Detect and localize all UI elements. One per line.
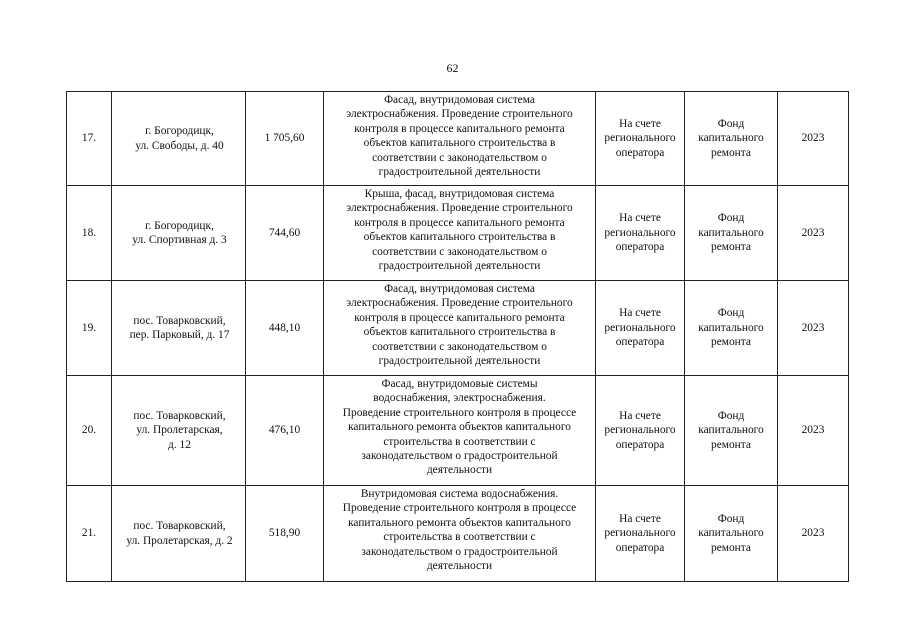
work-line: градостроительной деятельности bbox=[378, 260, 541, 273]
account-line: регионального bbox=[604, 527, 676, 540]
work-line: контроля в процессе капитального ремонта bbox=[354, 122, 565, 135]
address-line: пос. Товарковский, bbox=[133, 314, 226, 327]
source-line: капитального bbox=[698, 424, 764, 437]
area-cell: 476,10 bbox=[246, 376, 324, 486]
table-row bbox=[67, 92, 849, 186]
table-row bbox=[67, 281, 849, 376]
work-line: водоснабжения, электроснабжения. bbox=[373, 392, 546, 405]
account-line: регионального bbox=[604, 132, 676, 145]
work-line: электроснабжения. Проведение строительного bbox=[346, 108, 573, 121]
work-line: градостроительной деятельности bbox=[378, 166, 541, 179]
work-line: капитального ремонта объектов капитального bbox=[348, 516, 571, 529]
row-number-cell: 17. bbox=[67, 92, 112, 186]
account-line: регионального bbox=[604, 424, 676, 437]
work-line: законодательством о градостроительной bbox=[361, 450, 558, 463]
work-line: контроля в процессе капитального ремонта bbox=[354, 311, 565, 324]
source-line: Фонд bbox=[717, 409, 745, 422]
work-line: объектов капитального строительства в bbox=[363, 231, 556, 244]
address-cell bbox=[112, 281, 246, 376]
account-line: оператора bbox=[615, 541, 665, 554]
table-row bbox=[67, 486, 849, 582]
account-line: оператора bbox=[615, 146, 665, 159]
year-cell: 2023 bbox=[778, 486, 849, 582]
year-cell: 2023 bbox=[778, 186, 849, 281]
funding-source-cell bbox=[685, 486, 778, 582]
work-line: соответствии с законодательством о bbox=[372, 340, 547, 353]
area-cell: 448,10 bbox=[246, 281, 324, 376]
work-line: законодательством о градостроительной bbox=[361, 545, 558, 558]
work-line: Внутридомовая система водоснабжения. bbox=[360, 488, 559, 500]
work-description-cell bbox=[324, 376, 596, 486]
work-line: строительства в соответствии с bbox=[383, 435, 536, 448]
source-line: ремонта bbox=[711, 241, 751, 254]
account-line: На счете bbox=[619, 307, 661, 320]
year-cell: 2023 bbox=[778, 281, 849, 376]
address-cell bbox=[112, 486, 246, 582]
account-line: На счете bbox=[619, 117, 661, 130]
address-line: ул. Пролетарская, д. 2 bbox=[126, 534, 233, 547]
source-line: капитального bbox=[698, 527, 764, 540]
source-line: ремонта bbox=[711, 438, 751, 451]
source-line: ремонта bbox=[711, 146, 751, 159]
table-row bbox=[67, 186, 849, 281]
work-line: деятельности bbox=[426, 464, 493, 477]
source-line: Фонд bbox=[717, 512, 745, 525]
funding-source-cell bbox=[685, 376, 778, 486]
account-line: регионального bbox=[604, 321, 676, 334]
table-body bbox=[67, 92, 849, 582]
account-line: На счете bbox=[619, 212, 661, 225]
work-line: электроснабжения. Проведение строительного bbox=[346, 202, 573, 215]
source-line: ремонта bbox=[711, 336, 751, 349]
area-cell: 744,60 bbox=[246, 186, 324, 281]
page-number: 62 bbox=[446, 61, 459, 75]
row-number-cell: 18. bbox=[67, 186, 112, 281]
year-cell: 2023 bbox=[778, 376, 849, 486]
address-line: г. Богородицк, bbox=[145, 219, 214, 232]
address-cell bbox=[112, 92, 246, 186]
source-line: Фонд bbox=[717, 212, 745, 225]
work-description-cell bbox=[324, 186, 596, 281]
account-line: На счете bbox=[619, 409, 661, 422]
address-cell bbox=[112, 186, 246, 281]
account-line: оператора bbox=[615, 336, 665, 349]
source-line: Фонд bbox=[717, 117, 745, 130]
area-cell: 1 705,60 bbox=[246, 92, 324, 186]
repair-works-table bbox=[66, 91, 849, 582]
table-row bbox=[67, 376, 849, 486]
account-cell bbox=[596, 486, 685, 582]
row-number-cell: 21. bbox=[67, 486, 112, 582]
work-line: деятельности bbox=[426, 560, 493, 573]
address-line: пос. Товарковский, bbox=[133, 409, 226, 422]
source-line: ремонта bbox=[711, 541, 751, 554]
work-line: Фасад, внутридомовые системы bbox=[381, 378, 538, 390]
account-line: оператора bbox=[615, 438, 665, 451]
funding-source-cell bbox=[685, 281, 778, 376]
funding-source-cell bbox=[685, 186, 778, 281]
address-line: ул. Свободы, д. 40 bbox=[135, 139, 224, 152]
work-line: контроля в процессе капитального ремонта bbox=[354, 216, 565, 229]
work-line: градостроительной деятельности bbox=[378, 355, 541, 368]
address-cell bbox=[112, 376, 246, 486]
year-cell: 2023 bbox=[778, 92, 849, 186]
work-line: Фасад, внутридомовая система bbox=[384, 94, 535, 106]
work-line: строительства в соответствии с bbox=[383, 531, 536, 544]
address-line: г. Богородицк, bbox=[145, 125, 214, 138]
work-description-cell bbox=[324, 486, 596, 582]
row-number-cell: 19. bbox=[67, 281, 112, 376]
work-description-cell bbox=[324, 281, 596, 376]
account-cell bbox=[596, 92, 685, 186]
source-line: капитального bbox=[698, 132, 764, 145]
address-line: д. 12 bbox=[168, 438, 191, 451]
address-line: пос. Товарковский, bbox=[133, 520, 226, 533]
work-line: соответствии с законодательством о bbox=[372, 151, 547, 164]
funding-source-cell bbox=[685, 92, 778, 186]
source-line: Фонд bbox=[717, 307, 745, 320]
address-line: ул. Спортивная д. 3 bbox=[132, 234, 227, 246]
source-line: капитального bbox=[698, 321, 764, 334]
address-line: ул. Пролетарская, bbox=[136, 424, 223, 437]
source-line: капитального bbox=[698, 226, 764, 239]
row-number-cell: 20. bbox=[67, 376, 112, 486]
area-cell: 518,90 bbox=[246, 486, 324, 582]
account-line: оператора bbox=[615, 241, 665, 254]
work-line: Проведение строительного контроля в процессе bbox=[342, 502, 577, 515]
address-line: пер. Парковый, д. 17 bbox=[129, 329, 230, 341]
account-cell bbox=[596, 281, 685, 376]
account-cell bbox=[596, 376, 685, 486]
work-line: Фасад, внутридомовая система bbox=[384, 283, 535, 295]
work-description-cell bbox=[324, 92, 596, 186]
account-line: На счете bbox=[619, 512, 661, 525]
work-line: электроснабжения. Проведение строительного bbox=[346, 297, 573, 310]
work-line: Крыша, фасад, внутридомовая система bbox=[364, 188, 555, 200]
account-cell bbox=[596, 186, 685, 281]
work-line: Проведение строительного контроля в процессе bbox=[342, 406, 577, 419]
work-line: капитального ремонта объектов капитального bbox=[348, 421, 571, 434]
work-line: объектов капитального строительства в bbox=[363, 326, 556, 339]
work-line: соответствии с законодательством о bbox=[372, 245, 547, 258]
account-line: регионального bbox=[604, 226, 676, 239]
work-line: объектов капитального строительства в bbox=[363, 137, 556, 150]
